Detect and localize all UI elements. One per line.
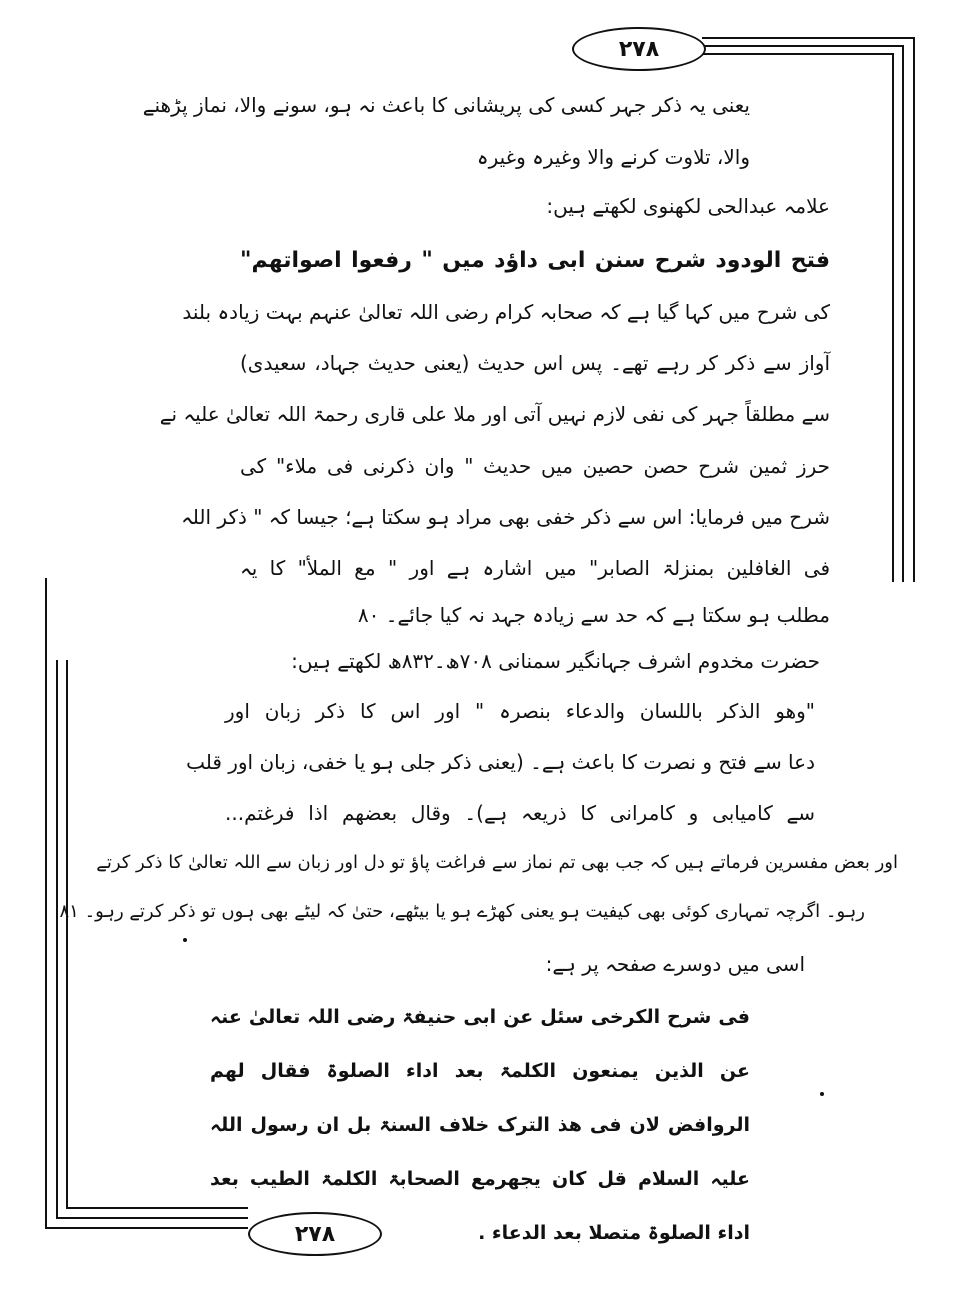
quote-block	[210, 990, 750, 1260]
section4-heading: اسی میں دوسرے صفحہ پر ہے:	[545, 952, 805, 976]
section1-line-2: کی شرح میں کہا گیا ہے کہ صحابہ کرام رضی اللہ تعالیٰ عنہم بہت زیادہ بلند	[182, 300, 830, 324]
quote-line-4: علیہ السلام قل کان یجھرمع الصحابۃ الکلمۃ الطیب بعد	[210, 1168, 750, 1190]
section1-heading: علامہ عبدالحی لکھنوی لکھتے ہیں:	[546, 194, 830, 218]
scan-speck	[183, 938, 187, 942]
quote-line-1: فی شرح الکرخی سئل عن ابی حنیفۃ رضی اللہ تعالیٰ عنہ	[210, 1006, 750, 1028]
section3-line-2: رہو۔ اگرچہ تمہاری کوئی بھی کیفیت ہو یعنی کھڑے ہو یا بیٹھے، حتیٰ کہ لیٹے بھی ہوں تو ذکر کرتے رہو۔ ۸۱	[59, 901, 865, 922]
section1-line-1: فتح الودود شرح سنن ابی داؤد میں " رفعوا اصواتھم"	[240, 248, 830, 273]
section2-line-3: سے کامیابی و کامرانی کا ذریعہ ہے)۔ وقال بعضھم اذا فرغتم...	[225, 801, 815, 825]
section3-line-1: اور بعض مفسرین فرماتے ہیں کہ جب بھی تم نماز سے فراغت پاؤ تو دل اور زبان سے اللہ تعالیٰ کا ذکر کرتے	[96, 852, 898, 873]
section1-line-7: فی الغافلین بمنزلۃ الصابر" میں اشارہ ہے اور " مع الملأ" کا یہ	[240, 556, 830, 580]
page-number-top: ۲۷۸	[572, 27, 706, 71]
quote-line-3: الروافض لان فی ھذ الترک خلاف السنۃ بل ان رسول اللہ	[210, 1114, 750, 1136]
quote-line-2: عن الذین یمنعون الکلمۃ بعد اداء الصلوۃ فقال لھم	[210, 1060, 750, 1082]
page-number-bottom: ۲۷۸	[248, 1212, 382, 1256]
section1-line-8: مطلب ہو سکتا ہے کہ حد سے زیادہ جہد نہ کیا جائے۔ ۸۰	[357, 603, 830, 627]
intro-line-1: یعنی یہ ذکر جہر کسی کی پریشانی کا باعث نہ ہو، سونے والا، نماز پڑھنے	[142, 93, 750, 117]
quote-line-5: اداء الصلوۃ متصلا بعد الدعاء .	[478, 1222, 750, 1244]
section1-line-3: آواز سے ذکر کر رہے تھے۔ پس اس حدیث (یعنی حدیث جہاد، سعیدی)	[240, 351, 830, 375]
scan-speck	[820, 1092, 824, 1096]
section1-line-5: حرز ثمین شرح حصن حصین میں حدیث " وان ذکرنی فی ملاء" کی	[240, 454, 830, 478]
section2-line-2: دعا سے فتح و نصرت کا باعث ہے۔ (یعنی ذکر جلی ہو یا خفی، زبان اور قلب	[186, 750, 815, 774]
section2-line-1: "وھو الذکر باللسان والدعاء بنصرہ " اور اس کا ذکر زبان اور	[225, 699, 815, 723]
intro-line-2: والا، تلاوت کرنے والا وغیرہ وغیرہ	[476, 145, 750, 169]
section1-line-6: شرح میں فرمایا: اس سے ذکر خفی بھی مراد ہو سکتا ہے؛ جیسا کہ " ذکر اللہ	[181, 505, 830, 529]
section1-line-4: سے مطلقاً جہر کی نفی لازم نہیں آتی اور ملا علی قاری رحمۃ اللہ تعالیٰ علیہ نے	[159, 402, 830, 426]
section2-heading: حضرت مخدوم اشرف جہانگیر سمنانی ۷۰۸ھ۔۸۳۲ھ لکھتے ہیں:	[291, 649, 820, 673]
